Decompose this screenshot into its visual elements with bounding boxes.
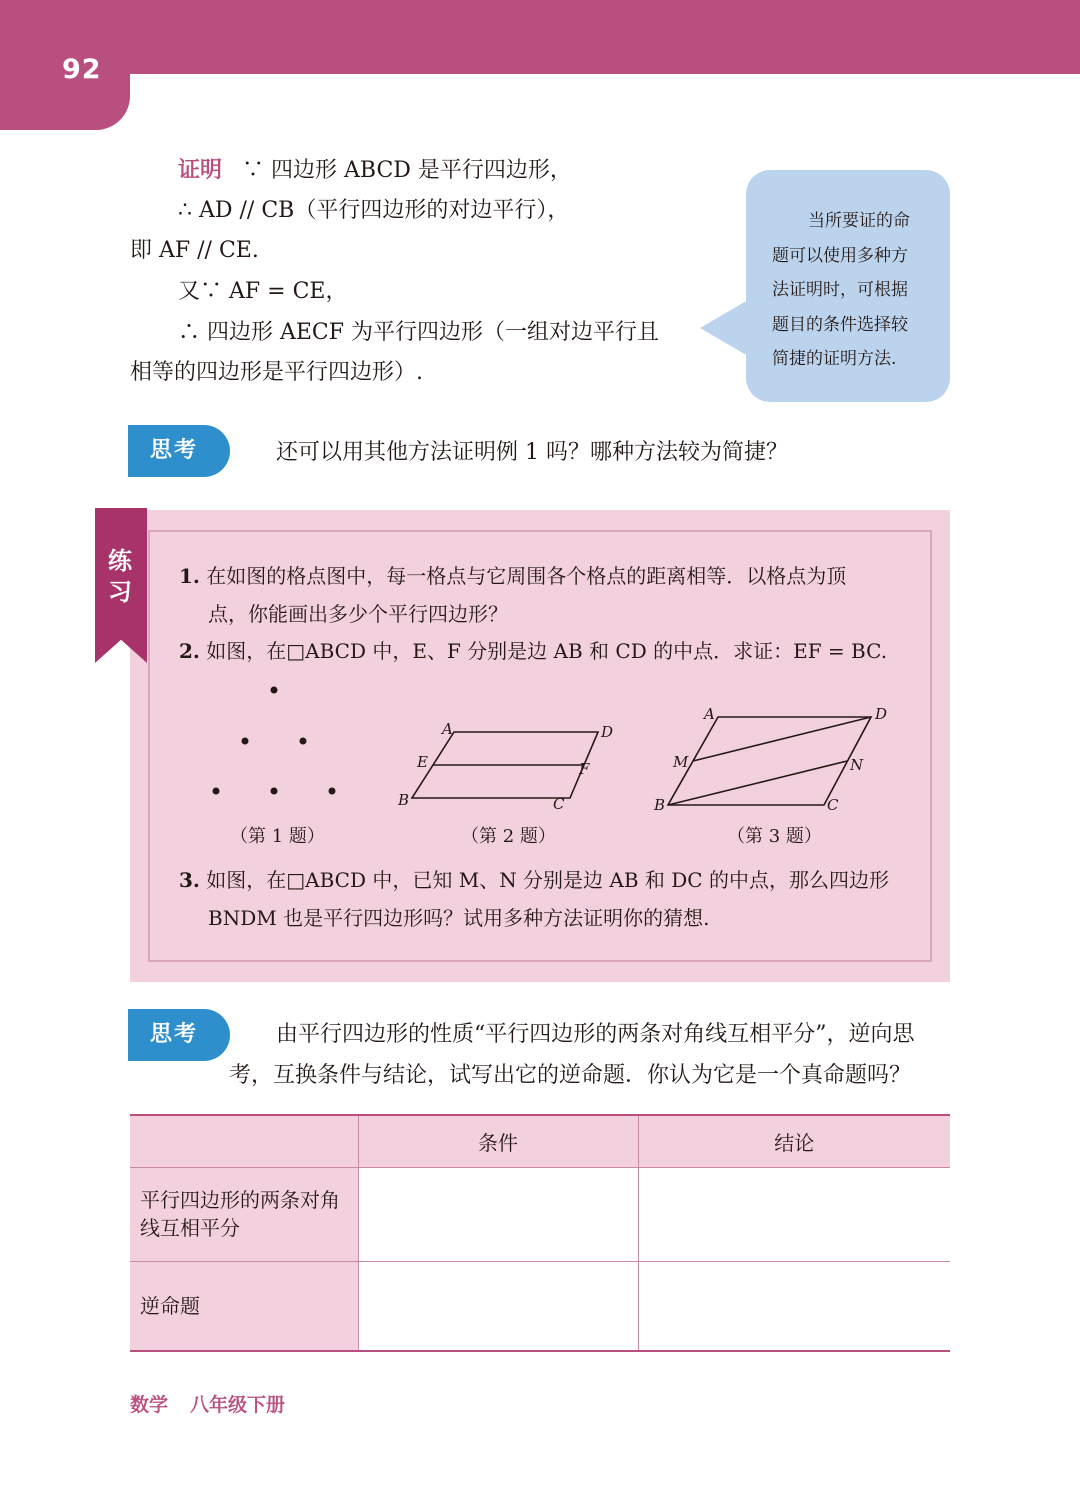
lattice-dot: [300, 738, 307, 745]
fig3-label-m: M: [673, 753, 689, 771]
table-header-conclusion: 结论: [638, 1115, 950, 1167]
exercise-q1-line2: 点，你能画出多少个平行四边形？: [208, 602, 508, 626]
lattice-dot: [242, 738, 249, 745]
lattice-dot: [271, 687, 278, 694]
fig2-label-f: F: [579, 760, 590, 778]
row-label-converse: 逆命题: [130, 1261, 358, 1351]
think-question-2-line1: 由平行四边形的性质“平行四边形的两条对角线互相平分”，逆向思: [276, 1022, 915, 1047]
table-header-blank: [130, 1115, 358, 1167]
bubble-tail: [700, 300, 748, 356]
lattice-dot: [213, 788, 220, 795]
exercise-q3-line2: BNDM 也是平行四边形吗？试用多种方法证明你的猜想.: [208, 906, 710, 930]
think-question-2-line2: 考，互换条件与结论，试写出它的逆命题．你认为它是一个真命题吗？: [229, 1063, 912, 1088]
footer-subject: 数学: [130, 1394, 169, 1416]
proof-line-6: 相等的四边形是平行四边形）.: [130, 360, 423, 385]
cell-condition-converse[interactable]: [358, 1261, 638, 1351]
table-row: [130, 1167, 950, 1261]
page-number: 92: [62, 54, 102, 85]
header-band: [0, 0, 1080, 74]
segment-bn: [668, 761, 847, 805]
lattice-dot: [329, 788, 336, 795]
proof-label: 证明: [178, 158, 223, 183]
fig2-label-a: A: [442, 720, 453, 738]
figure-3-parallelogram: [668, 717, 871, 805]
side-note-text: 当所要证的命 题可以使用多种方 法证明时，可根据 题目的条件选择较 简捷的证明方法.: [772, 211, 910, 369]
exercise-q1-line1: 1. 在如图的格点图中，每一格点与它周围各个格点的距离相等．以格点为顶: [179, 564, 847, 588]
fig3-label-b: B: [654, 796, 666, 814]
proof-line-1: 证明 ∵ 四边形 ABCD 是平行四边形，: [178, 158, 572, 183]
proof-line-3: 即 AF // CE.: [130, 238, 259, 263]
think-tag-1: 思考: [128, 425, 230, 477]
table-header-row: [130, 1115, 950, 1167]
exercise-label: 练习: [108, 547, 132, 606]
fig2-label-e: E: [417, 753, 428, 771]
table-row: [130, 1261, 950, 1351]
figure-2-parallelogram: [412, 732, 598, 798]
fig3-label-c: C: [827, 796, 839, 814]
think-question-1: 还可以用其他方法证明例 1 吗？哪种方法较为简捷？: [276, 440, 788, 465]
proof-line-4: 又∵ AF = CE，: [178, 279, 348, 304]
lattice-dot: [271, 788, 278, 795]
converse-table: [130, 1114, 950, 1352]
fig2-label-d: D: [601, 723, 614, 741]
figure-1-lattice: [213, 687, 336, 795]
parallelogram-abcd-3: [668, 717, 871, 805]
fig2-label-b: B: [398, 791, 410, 809]
fig2-label-c: C: [553, 795, 565, 813]
fig3-label-a: A: [704, 705, 715, 723]
think-tag-2: 思考: [128, 1009, 230, 1061]
cell-conclusion-converse[interactable]: [638, 1261, 950, 1351]
caption-figure-3: （第 3 题）: [727, 826, 822, 847]
footer-grade: 八年级下册: [190, 1394, 286, 1416]
proof-line-2: ∴ AD // CB（平行四边形的对边平行），: [178, 198, 570, 223]
cell-conclusion-original[interactable]: [638, 1167, 950, 1261]
row-label-original: 平行四边形的两条对角 线互相平分: [130, 1167, 358, 1261]
footer: [130, 1390, 285, 1417]
caption-figure-2: （第 2 题）: [461, 826, 556, 847]
fig3-label-n: N: [850, 756, 864, 774]
exercise-q2: 2. 如图，在□ABCD 中，E、F 分别是边 AB 和 CD 的中点．求证：EF = BC.: [179, 639, 888, 663]
table-header-condition: 条件: [358, 1115, 638, 1167]
proof-line-5: ∴ 四边形 AECF 为平行四边形（一组对边平行且: [178, 320, 660, 345]
exercise-figures: [130, 670, 950, 820]
exercise-q3-line1: 3. 如图，在□ABCD 中，已知 M、N 分别是边 AB 和 DC 的中点，那么四边形: [179, 868, 889, 892]
caption-figure-1: （第 1 题）: [230, 826, 325, 847]
fig3-label-d: D: [875, 705, 888, 723]
segment-md: [693, 717, 871, 761]
cell-condition-original[interactable]: [358, 1167, 638, 1261]
